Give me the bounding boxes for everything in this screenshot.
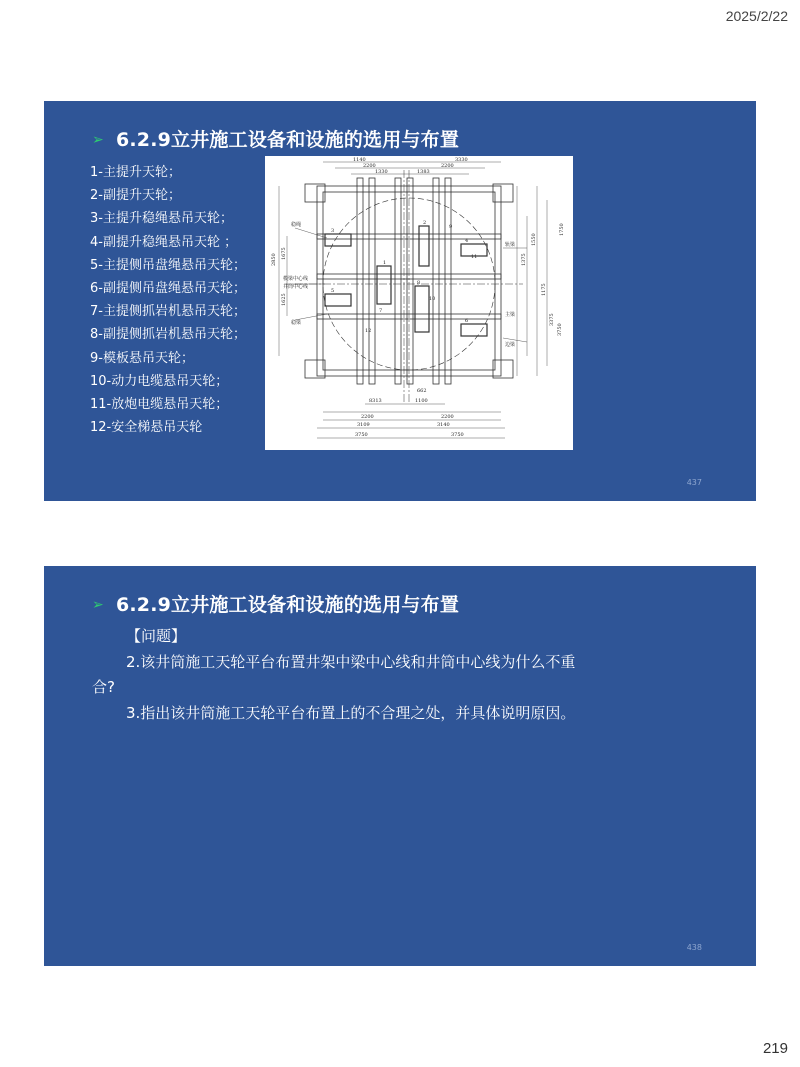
sheave-number: 8 xyxy=(417,280,421,286)
dimension-label: 1675 xyxy=(281,247,287,260)
legend-item: 10-动力电缆悬吊天轮； xyxy=(90,373,229,389)
dimension-label: 1550 xyxy=(531,233,537,246)
figure-label: 主梁 xyxy=(505,312,516,318)
legend-item: 9-模板悬吊天轮； xyxy=(90,350,194,366)
slide-title-text: 6.2.9立井施工设备和设施的选用与布置 xyxy=(115,594,460,616)
slide-title-text: 6.2.9立井施工设备和设施的选用与布置 xyxy=(115,129,460,151)
figure-label: 井筒中心线 xyxy=(283,284,309,290)
dimension-label: 3330 xyxy=(455,157,468,163)
dimension-label: 662 xyxy=(417,388,427,394)
dimension-label: 3750 xyxy=(557,323,563,336)
dimension-label: 2850 xyxy=(271,253,277,266)
slide-number: 438 xyxy=(686,943,702,952)
arrow-bullet-icon: ➢ xyxy=(92,597,104,613)
sheave-number: 12 xyxy=(365,328,372,334)
legend-item: 5-主提侧吊盘绳悬吊天轮； xyxy=(90,257,246,273)
figure-label: 轨梁 xyxy=(505,242,516,248)
dimension-label: 2200 xyxy=(441,163,454,169)
dimension-label: 3750 xyxy=(451,432,464,438)
sheave-number: 1 xyxy=(383,260,387,266)
figure-label: 模梁中心线 xyxy=(283,276,309,282)
sheave-legend-list xyxy=(90,161,246,439)
legend-item: 7-主提侧抓岩机悬吊天轮； xyxy=(90,304,246,320)
dimension-label: 8313 xyxy=(369,398,382,404)
figure-label: 稳梁 xyxy=(291,320,302,326)
dimension-label: 2200 xyxy=(361,414,374,420)
legend-item: 1-主提升天轮； xyxy=(90,165,181,180)
page-number: 219 xyxy=(762,1040,788,1057)
dimension-label: 3140 xyxy=(437,422,450,428)
legend-item: 3-主提升稳绳悬吊天轮； xyxy=(90,211,233,227)
dimension-label: 2200 xyxy=(363,163,376,169)
print-date: 2025/2/22 xyxy=(725,8,788,24)
sheave-number: 5 xyxy=(331,288,335,294)
legend-item: 12-安全梯悬吊天轮 xyxy=(90,420,203,436)
legend-item: 11-放炮电缆悬吊天轮； xyxy=(90,397,229,413)
dimension-label: 3750 xyxy=(355,432,368,438)
dimension-label: 3109 xyxy=(357,422,370,428)
slide-title xyxy=(92,125,459,152)
legend-item: 8-副提侧抓岩机悬吊天轮； xyxy=(90,327,246,343)
arrow-bullet-icon: ➢ xyxy=(92,132,104,148)
slide-438 xyxy=(44,566,756,966)
legend-item: 2-副提升天轮； xyxy=(90,188,181,204)
dimension-label: 1625 xyxy=(281,293,287,306)
dimension-label: 1175 xyxy=(541,283,547,296)
slide-title xyxy=(92,590,459,617)
sheave-number: 2 xyxy=(423,220,427,226)
sheave-number: 10 xyxy=(429,296,436,302)
slide-number: 437 xyxy=(686,478,702,487)
sheave-number: 4 xyxy=(465,238,469,244)
legend-item: 6-副提侧吊盘绳悬吊天轮； xyxy=(90,281,246,297)
dimension-label: 1383 xyxy=(417,169,430,175)
slide-437 xyxy=(44,101,756,501)
dimension-label: 1100 xyxy=(415,398,428,404)
sheave-number: 6 xyxy=(465,318,469,324)
dimension-label: 1140 xyxy=(353,157,366,163)
figure-label: 稳绳 xyxy=(291,222,302,228)
question-heading: 【问题】 xyxy=(126,627,187,645)
dimension-label: 1750 xyxy=(559,223,565,236)
sheave-number: 11 xyxy=(471,254,478,260)
question-item: 3.指出该井筒施工天轮平台布置上的不合理之处，并具体说明原因。 xyxy=(126,703,576,722)
sheave-platform-drawing xyxy=(265,156,573,450)
figure-label: 边梁 xyxy=(505,342,516,348)
dimension-label: 2200 xyxy=(441,414,454,420)
dimension-label: 3375 xyxy=(549,313,555,326)
sheave-number: 3 xyxy=(331,228,335,234)
sheave-number: 7 xyxy=(379,308,383,314)
sheave-number: 9 xyxy=(449,224,453,230)
dimension-label: 1375 xyxy=(521,253,527,266)
legend-item: 4-副提升稳绳悬吊天轮 ； xyxy=(90,234,238,250)
question-block xyxy=(92,624,592,726)
dimension-label: 1330 xyxy=(375,169,388,175)
question-item: 2.该井筒施工天轮平台布置井架中梁中心线和井筒中心线为什么不重合? xyxy=(92,652,576,696)
